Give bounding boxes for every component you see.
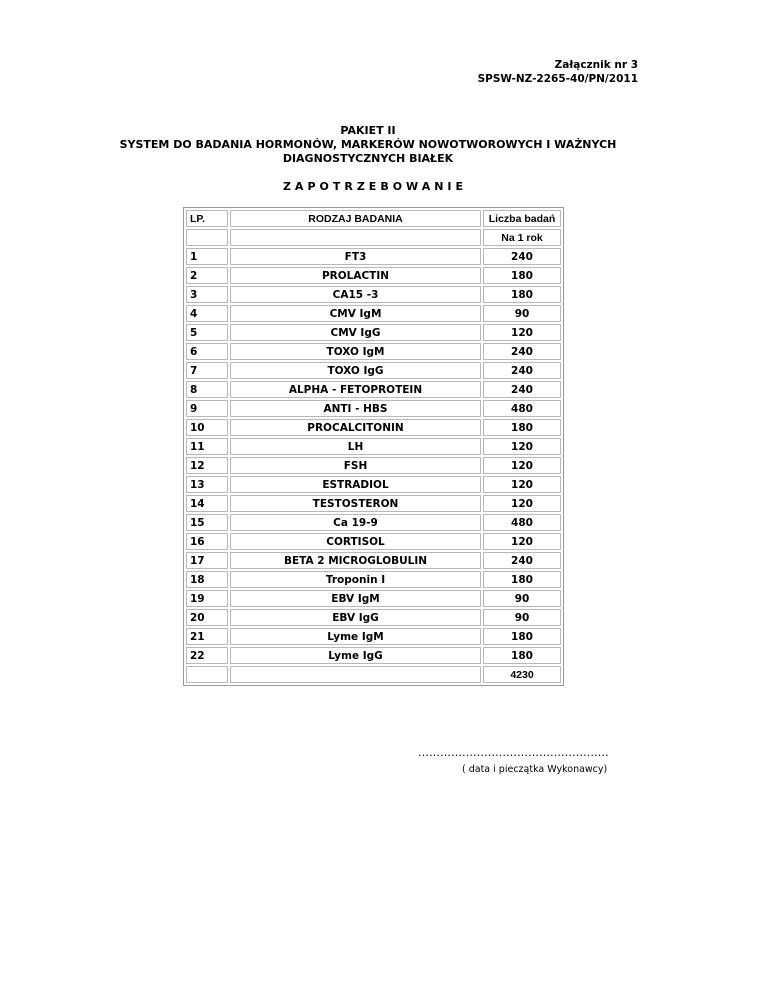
row-test-name: FT3	[230, 248, 481, 265]
row-lp: 17	[186, 552, 228, 569]
row-test-name: Ca 19-9	[230, 514, 481, 531]
row-count: 180	[483, 419, 561, 436]
annex-label: Załącznik nr 3	[554, 59, 638, 71]
row-count: 480	[483, 514, 561, 531]
row-test-name: ANTI - HBS	[230, 400, 481, 417]
row-count: 120	[483, 457, 561, 474]
demand-table	[183, 207, 564, 686]
row-lp: 1	[186, 248, 228, 265]
row-lp: 14	[186, 495, 228, 512]
table-row	[186, 400, 561, 417]
row-count: 90	[483, 305, 561, 322]
row-test-name: BETA 2 MICROGLOBULIN	[230, 552, 481, 569]
row-lp: 5	[186, 324, 228, 341]
demand-heading	[0, 180, 768, 193]
header-test-type: RODZAJ BADANIA	[230, 210, 481, 227]
demand-table-body	[186, 210, 561, 683]
total-count: 4230	[483, 666, 561, 683]
table-row	[186, 628, 561, 645]
row-count: 240	[483, 248, 561, 265]
table-row	[186, 495, 561, 512]
subheader-empty-lp	[186, 229, 228, 246]
row-count: 90	[483, 609, 561, 626]
row-count: 120	[483, 324, 561, 341]
header-count: Liczba badań	[483, 210, 561, 227]
row-lp: 20	[186, 609, 228, 626]
row-count: 120	[483, 495, 561, 512]
row-test-name: LH	[230, 438, 481, 455]
row-test-name: FSH	[230, 457, 481, 474]
row-lp: 8	[186, 381, 228, 398]
table-row	[186, 514, 561, 531]
table-row	[186, 419, 561, 436]
row-count: 90	[483, 590, 561, 607]
row-test-name: CORTISOL	[230, 533, 481, 550]
row-count: 180	[483, 286, 561, 303]
table-row	[186, 609, 561, 626]
row-count: 120	[483, 476, 561, 493]
row-lp: 12	[186, 457, 228, 474]
row-count: 120	[483, 438, 561, 455]
table-row	[186, 533, 561, 550]
signature-line: …………………………………………….	[418, 746, 609, 759]
row-count: 240	[483, 362, 561, 379]
row-test-name: CMV IgG	[230, 324, 481, 341]
table-row	[186, 343, 561, 360]
table-row	[186, 438, 561, 455]
table-row	[186, 571, 561, 588]
signature-label: ( data i pieczątka Wykonawcy)	[462, 764, 608, 775]
system-title-line1: SYSTEM DO BADANIA HORMONÓW, MARKERÓW NOWOTWOROWYCH I WAŻNYCH	[119, 138, 617, 151]
header-lp: LP.	[186, 210, 228, 227]
row-lp: 15	[186, 514, 228, 531]
table-row	[186, 267, 561, 284]
table-row	[186, 305, 561, 322]
row-count: 120	[483, 533, 561, 550]
row-count: 180	[483, 647, 561, 664]
table-row	[186, 381, 561, 398]
row-test-name: ALPHA - FETOPROTEIN	[230, 381, 481, 398]
reference-number: SPSW-NZ-2265-40/PN/2011	[477, 73, 638, 85]
row-test-name: CA15 -3	[230, 286, 481, 303]
package-title: PAKIET II	[340, 124, 396, 137]
row-lp: 6	[186, 343, 228, 360]
table-total-row	[186, 666, 561, 683]
row-test-name: EBV IgG	[230, 609, 481, 626]
row-test-name: PROLACTIN	[230, 267, 481, 284]
row-test-name: EBV IgM	[230, 590, 481, 607]
row-test-name: Troponin I	[230, 571, 481, 588]
row-test-name: TOXO IgM	[230, 343, 481, 360]
table-row	[186, 476, 561, 493]
row-lp: 3	[186, 286, 228, 303]
row-count: 180	[483, 267, 561, 284]
row-lp: 21	[186, 628, 228, 645]
subheader-empty-type	[230, 229, 481, 246]
total-empty-type	[230, 666, 481, 683]
row-test-name: Lyme IgG	[230, 647, 481, 664]
row-lp: 10	[186, 419, 228, 436]
row-lp: 16	[186, 533, 228, 550]
row-count: 180	[483, 571, 561, 588]
row-count: 480	[483, 400, 561, 417]
row-lp: 22	[186, 647, 228, 664]
table-row	[186, 552, 561, 569]
row-test-name: ESTRADIOL	[230, 476, 481, 493]
demand-heading-text: ZAPOTRZEBOWANIE	[282, 180, 468, 193]
header-count-sub: Na 1 rok	[483, 229, 561, 246]
row-lp: 9	[186, 400, 228, 417]
row-lp: 13	[186, 476, 228, 493]
row-lp: 2	[186, 267, 228, 284]
row-count: 240	[483, 381, 561, 398]
row-count: 180	[483, 628, 561, 645]
row-test-name: CMV IgM	[230, 305, 481, 322]
row-test-name: TOXO IgG	[230, 362, 481, 379]
table-row	[186, 324, 561, 341]
table-header-row	[186, 210, 561, 227]
table-row	[186, 647, 561, 664]
row-lp: 19	[186, 590, 228, 607]
row-lp: 7	[186, 362, 228, 379]
table-row	[186, 286, 561, 303]
table-row	[186, 248, 561, 265]
table-row	[186, 590, 561, 607]
row-count: 240	[483, 343, 561, 360]
row-lp: 18	[186, 571, 228, 588]
row-count: 240	[483, 552, 561, 569]
row-lp: 11	[186, 438, 228, 455]
system-title-line2: DIAGNOSTYCZNYCH BIAŁEK	[282, 152, 454, 165]
row-test-name: Lyme IgM	[230, 628, 481, 645]
row-test-name: TESTOSTERON	[230, 495, 481, 512]
table-subheader-row	[186, 229, 561, 246]
row-test-name: PROCALCITONIN	[230, 419, 481, 436]
row-lp: 4	[186, 305, 228, 322]
total-empty-lp	[186, 666, 228, 683]
table-row	[186, 362, 561, 379]
table-row	[186, 457, 561, 474]
